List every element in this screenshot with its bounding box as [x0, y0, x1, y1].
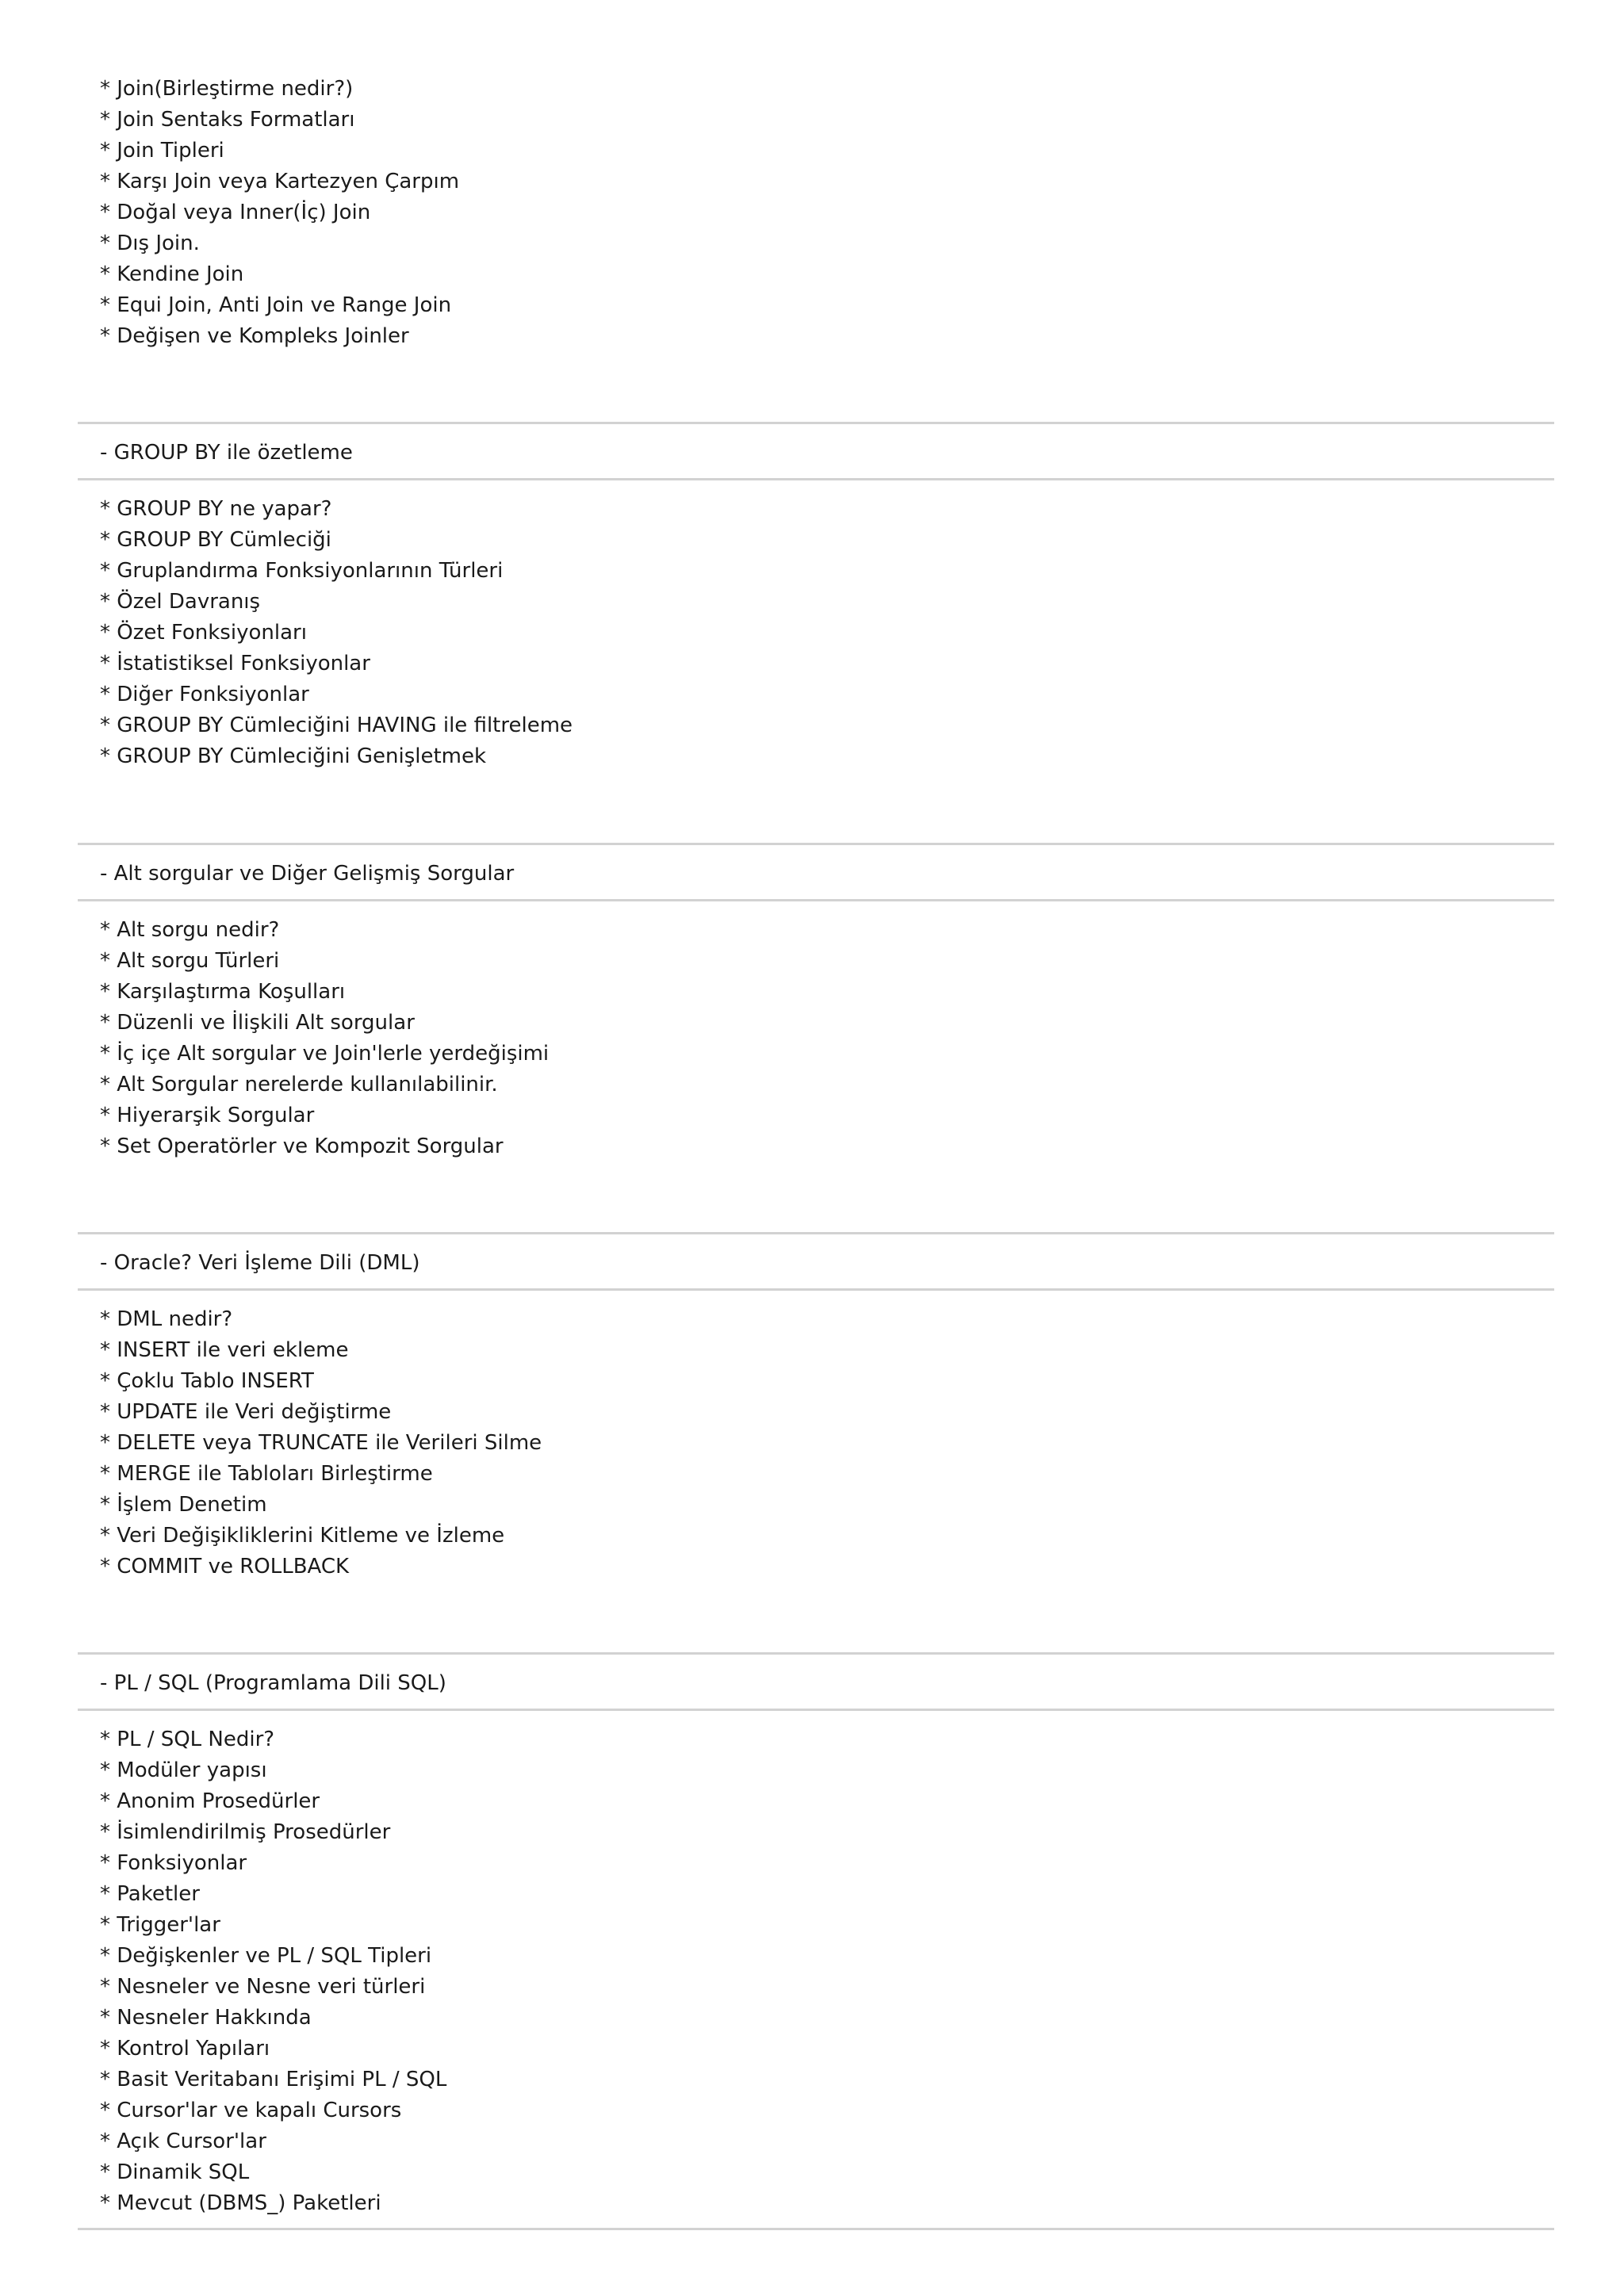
list-item: * Nesneler ve Nesne veri türleri: [100, 1975, 426, 1999]
list-item: * Fonksiyonlar: [100, 1851, 247, 1875]
list-item: * Join(Birleştirme nedir?): [100, 77, 354, 101]
list-item: * Özet Fonksiyonları: [100, 621, 307, 645]
list-item: * Kontrol Yapıları: [100, 2037, 270, 2061]
list-item: * Gruplandırma Fonksiyonlarının Türleri: [100, 559, 504, 583]
list-item: * İstatistiksel Fonksiyonlar: [100, 652, 370, 675]
list-item: * Karşı Join veya Kartezyen Çarpım: [100, 170, 460, 193]
list-item: * Hiyerarşik Sorgular: [100, 1104, 315, 1127]
list-item: * Veri Değişikliklerini Kitleme ve İzleme: [100, 1524, 505, 1548]
section-divider: [78, 1652, 1554, 1655]
list-item: * Equi Join, Anti Join ve Range Join: [100, 293, 452, 317]
list-item: * INSERT ile veri ekleme: [100, 1338, 349, 1362]
list-item: * Set Operatörler ve Kompozit Sorgular: [100, 1135, 504, 1158]
list-item: * UPDATE ile Veri değiştirme: [100, 1400, 392, 1424]
list-item: * Dış Join.: [100, 232, 200, 255]
list-item: * Özel Davranış: [100, 590, 261, 614]
section-divider: [78, 478, 1554, 480]
list-item: * Açık Cursor'lar: [100, 2130, 266, 2153]
section-divider: [78, 1288, 1554, 1291]
list-item: * Modüler yapısı: [100, 1758, 267, 1782]
section-heading: - Alt sorgular ve Diğer Gelişmiş Sorgular: [100, 862, 515, 886]
list-item: * Dinamik SQL: [100, 2160, 250, 2184]
list-item: * GROUP BY ne yapar?: [100, 497, 332, 521]
section-heading: - GROUP BY ile özetleme: [100, 441, 353, 465]
list-item: * Trigger'lar: [100, 1913, 220, 1937]
list-item: * Düzenli ve İlişkili Alt sorgular: [100, 1011, 415, 1035]
list-item: * Kendine Join: [100, 262, 244, 286]
list-item: * Diğer Fonksiyonlar: [100, 683, 309, 706]
list-item: * Join Sentaks Formatları: [100, 108, 355, 132]
list-item: * Mevcut (DBMS_) Paketleri: [100, 2191, 381, 2215]
section-heading: - PL / SQL (Programlama Dili SQL): [100, 1671, 446, 1695]
list-item: * Alt Sorgular nerelerde kullanılabilinir.: [100, 1073, 498, 1096]
list-item: * Anonim Prosedürler: [100, 1789, 320, 1813]
list-item: * Alt sorgu Türleri: [100, 949, 280, 973]
section-divider: [78, 2228, 1554, 2230]
list-item: * DELETE veya TRUNCATE ile Verileri Silme: [100, 1431, 542, 1455]
list-item: * İç içe Alt sorgular ve Join'lerle yerdeğişimi: [100, 1042, 550, 1066]
section-heading: - Oracle? Veri İşleme Dili (DML): [100, 1251, 420, 1275]
list-item: * Alt sorgu nedir?: [100, 918, 280, 942]
list-item: * Basit Veritabanı Erişimi PL / SQL: [100, 2068, 447, 2091]
list-item: * Nesneler Hakkında: [100, 2006, 312, 2030]
list-item: * COMMIT ve ROLLBACK: [100, 1555, 350, 1578]
list-item: * Değişen ve Kompleks Joinler: [100, 324, 409, 348]
list-item: * GROUP BY Cümleciğini Genişletmek: [100, 744, 487, 768]
section-divider: [78, 899, 1554, 901]
list-item: * Paketler: [100, 1882, 200, 1906]
section-divider: [78, 422, 1554, 424]
list-item: * Cursor'lar ve kapalı Cursors: [100, 2099, 402, 2122]
section-divider: [78, 1232, 1554, 1234]
list-item: * GROUP BY Cümleciği: [100, 528, 331, 552]
list-item: * Doğal veya Inner(İç) Join: [100, 201, 371, 224]
list-item: * Değişkenler ve PL / SQL Tipleri: [100, 1944, 432, 1968]
list-item: * DML nedir?: [100, 1307, 233, 1331]
section-divider: [78, 1709, 1554, 1711]
list-item: * GROUP BY Cümleciğini HAVING ile filtreleme: [100, 714, 573, 737]
list-item: * Karşılaştırma Koşulları: [100, 980, 346, 1004]
list-item: * İsimlendirilmiş Prosedürler: [100, 1820, 391, 1844]
list-item: * MERGE ile Tabloları Birleştirme: [100, 1462, 433, 1486]
list-item: * İşlem Denetim: [100, 1493, 267, 1517]
list-item: * Çoklu Tablo INSERT: [100, 1369, 314, 1393]
list-item: * Join Tipleri: [100, 139, 224, 163]
list-item: * PL / SQL Nedir?: [100, 1728, 275, 1751]
section-divider: [78, 843, 1554, 845]
